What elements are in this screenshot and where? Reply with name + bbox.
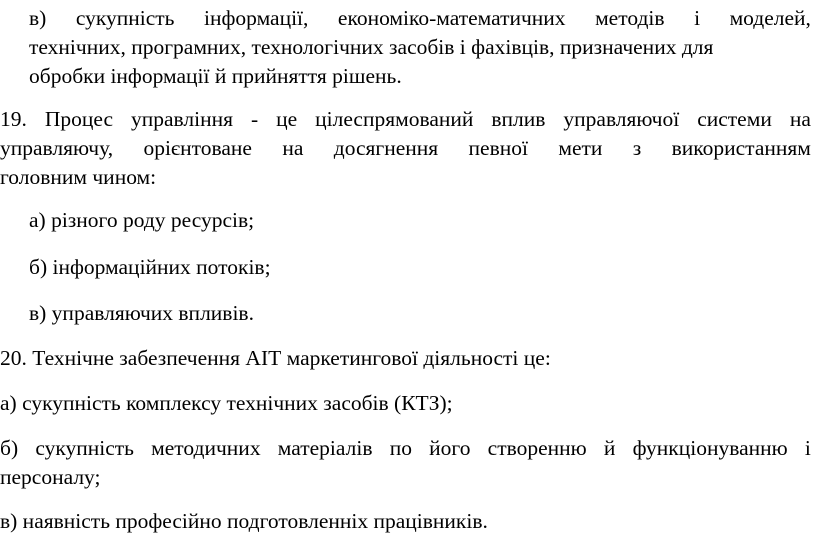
word: цілеспрямований (315, 107, 474, 131)
word: використанням (671, 136, 811, 160)
word: по (389, 436, 412, 460)
word: досягнення (333, 136, 439, 160)
word: б) (0, 436, 19, 460)
word: на (282, 136, 304, 160)
word: на (789, 107, 811, 131)
q19-question-line-3: головним чином: (0, 165, 157, 189)
word: і (694, 6, 701, 30)
word: 19. (0, 107, 27, 131)
word: функціонуванню (632, 436, 788, 460)
q18-option-c-line-1 (29, 6, 811, 30)
q18-option-c-line-2: технічних, програмних, технологічних засобів і фахівців, призначених для (29, 35, 714, 59)
word: Процес (44, 107, 113, 131)
q18-option-c-line-3: обробки інформації й прийняття рішень. (29, 64, 402, 88)
q19-question-line-1 (0, 107, 811, 131)
word: моделей, (729, 6, 811, 30)
word: орієнтоване (143, 136, 252, 160)
word: створенню (487, 436, 587, 460)
word: методів (595, 6, 665, 30)
word: управляючу, (0, 136, 114, 160)
word: управління (130, 107, 233, 131)
word: інформації, (203, 6, 309, 30)
word: й (603, 436, 616, 460)
word: сукупність (75, 6, 175, 30)
word: економіко-математичних (337, 6, 566, 30)
word: мети (558, 136, 603, 160)
q19-option-a: а) різного роду ресурсів; (29, 208, 255, 232)
word: в) (29, 6, 47, 30)
word: з (632, 136, 642, 160)
word: матеріалів (277, 436, 373, 460)
word: це (276, 107, 298, 131)
word: методичних (151, 436, 261, 460)
q19-option-c: в) управляючих впливів. (29, 301, 254, 325)
q20-question: 20. Технічне забезпечення АІТ маркетингової діяльності це: (0, 346, 551, 370)
word: - (250, 107, 259, 131)
word: вплив (491, 107, 546, 131)
q20-option-a: а) сукупність комплексу технічних засобів (КТЗ); (0, 391, 453, 415)
q19-option-b: б) інформаційних потоків; (29, 255, 271, 279)
word: певної (468, 136, 528, 160)
q20-option-b-line-1 (0, 436, 811, 460)
word: його (429, 436, 471, 460)
q20-option-b-line-2: персоналу; (0, 465, 101, 489)
word: управляючої (563, 107, 680, 131)
word: системи (697, 107, 772, 131)
q20-option-c: в) наявність професійно подготовленніх працівників. (0, 509, 488, 533)
q19-question-line-2 (0, 136, 811, 160)
word: сукупність (35, 436, 134, 460)
word: і (804, 436, 811, 460)
